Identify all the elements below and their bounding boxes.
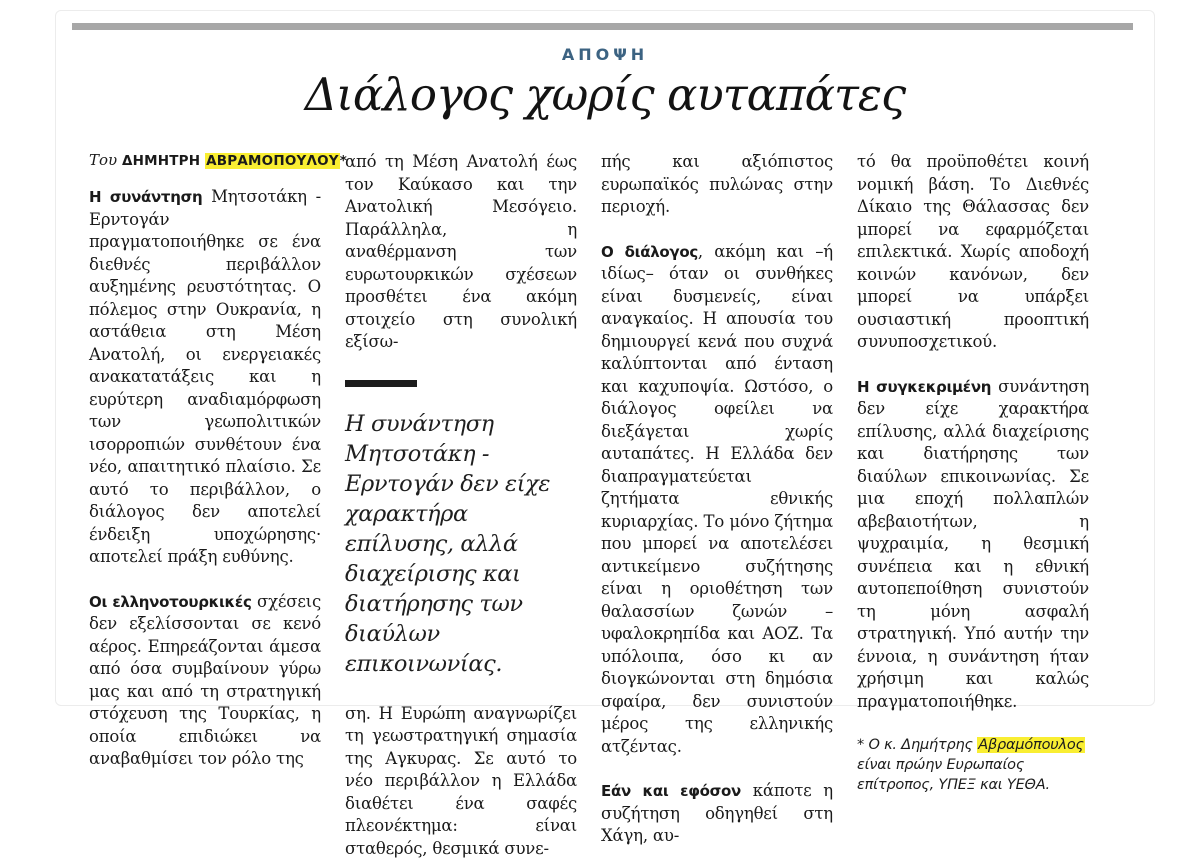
paragraph <box>601 151 833 219</box>
article-title: Διάλογος χωρίς αυταπάτες <box>304 68 906 121</box>
paragraph-text: , ακόμη και –ή ιδίως– όταν οι συνθήκες είναι δυσμενείς, είναι αναγκαίος. Η απουσία του δημιουργεί κενά που συχνά καλύπτονται από ένταση και καχυποψία. Ωστόσο, ο διάλογος οφείλει να διεξάγεται χωρίς αυταπάτες. Η Ελλάδα δεν διαπραγματεύεται ζητήματα εθνικής κυριαρχίας. Το μόνο ζήτημα που μπορεί να αποτελέσει αντικείμενο συζήτησης είναι η οριοθέτηση των θαλασσίων ζωνών – υφαλοκρηπίδα και ΑΟΖ. Τα υπόλοιπα, όσο κι αν διογκώνονται στη δημόσια σφαίρα, δεν συνιστούν μέρος της ελληνικής ατζέντας. <box>601 241 833 756</box>
paragraph <box>89 186 321 569</box>
paragraph <box>345 151 577 354</box>
byline-first-name: ΔΗΜΗΤΡΗ <box>121 153 206 170</box>
paragraph-text: ση. Η Ευρώπη αναγνωρίζει τη γεωστρατηγική σημασία της Αγκυρας. Σε αυτό το νέο περιβάλλον η Ελλάδα διαθέτει ένα σαφές πλεονέκτημα: είναι σταθερός, θεσμικά συνε- <box>345 703 577 858</box>
pull-quote-rule <box>345 380 417 387</box>
column-4 <box>857 151 1089 860</box>
byline <box>89 151 348 170</box>
byline-asterisk: * <box>339 153 348 170</box>
paragraph-text: συνάντηση δεν είχε χαρακτήρα επίλυσης, αλλά διαχείρισης και διατήρησης των διαύλων επικοινωνίας. Σε μια εποχή πολλαπλών αβεβαιοτήτων, η ψυχραιμία, η θεσμική συνέπεια και η εθνική αυτοπεποίθηση συνιστούν τη μόνη ασφαλή στρατηγική. Υπό αυτήν την έννοια, η συνάντηση ήταν χρήσιμη και καλώς πραγματοποιήθηκε. <box>857 376 1090 711</box>
column-3 <box>601 151 833 860</box>
pull-quote-text: Η συνάντηση Μητσοτάκη - Ερντογάν δεν είχε χαρακτήρα επίλυσης, αλλά διαχείρισης και διατήρησης των διαύλων επικοινωνίας. <box>345 410 551 677</box>
paragraph <box>89 591 321 771</box>
byline-prefix: Του <box>89 151 122 170</box>
footnote-text: είναι πρώην Ευρωπαίος επίτροπος, ΥΠΕΞ και ΥΕΘΑ. <box>857 757 1050 794</box>
author-footnote <box>857 735 1089 795</box>
paragraph-text: τό θα προϋποθέτει κοινή νομική βάση. Το Διεθνές Δίκαιο της Θάλασσας δεν μπορεί να εφαρμόζεται επιλεκτικά. Χωρίς αποδοχή κοινών κανόνων, δεν μπορεί να υπάρξει ουσιαστική προοπτική συνυποσχετικού. <box>857 152 1089 352</box>
footnote-text: * Ο κ. Δημήτρης <box>857 737 978 754</box>
paragraph-text: από τη Μέση Ανατολή έως τον Καύκασο και την Ανατολική Μεσόγειο. Παράλληλα, η αναθέρμανση των ευρωτουρκικών σχέσεων προσθέτει ένα ακόμη στοιχείο στη συνολική εξίσω- <box>345 152 577 352</box>
paragraph-lead: Η συνάντηση <box>89 188 203 207</box>
paragraph-text: Μητσοτάκη - Ερντογάν πραγματοποιήθηκε σε ένα διεθνές περιβάλλον αυξημένης ρευστότητας. Ο πόλεμος στην Ουκρανία, η αστάθεια στη Μέση Ανατολή, οι ενεργειακές ανακατατάξεις και η ευρύτερη αναδιαμόρφωση των γεωπολιτικών ισορροπιών συνθέτουν ένα νέο, απαιτητικό πλαίσιο. Σε αυτό το περιβάλλον, ο διάλογος δεν αποτελεί ένδειξη υποχώρησης· αποτελεί πράξη ευθύνης. <box>89 187 321 567</box>
paragraph-lead: Εάν και εφόσον <box>601 782 741 801</box>
paragraph <box>345 703 577 860</box>
paragraph-text: πής και αξιόπιστος ευρωπαϊκός πυλώνας στην περιοχή. <box>601 152 833 217</box>
paragraph <box>857 376 1089 714</box>
top-rule <box>72 23 1133 30</box>
byline-surname-highlighted: ΑΒΡΑΜΟΠΟΥΛΟΥ <box>206 153 339 170</box>
paragraph-text: σχέσεις δεν εξελίσσονται σε κενό αέρος. Επηρεάζονται άμεσα από όσα συμβαίνουν γύρω μας και από τη στρατηγική στόχευση της Τουρκίας, η οποία επιδιώκει να αναβαθμίσει τον ρόλο της <box>89 591 321 769</box>
paragraph <box>601 241 833 759</box>
column-2 <box>345 151 577 860</box>
article-columns <box>89 151 1089 860</box>
paragraph-lead: Η συγκεκριμένη <box>857 377 992 396</box>
pull-quote <box>345 380 577 679</box>
paragraph <box>601 780 833 848</box>
paragraph-text: κάποτε η συζήτηση οδηγηθεί στη Χάγη, αυ- <box>601 781 833 846</box>
footnote-name-highlighted: Αβραμόπουλος <box>978 737 1084 754</box>
section-label: ΑΠΟΨΗ <box>561 45 649 64</box>
paragraph-lead: Οι ελληνοτουρκικές <box>89 592 252 611</box>
article-page <box>55 10 1155 858</box>
paragraph <box>857 151 1089 354</box>
paragraph-lead: Ο διάλογος <box>601 242 698 261</box>
column-1 <box>89 151 348 860</box>
